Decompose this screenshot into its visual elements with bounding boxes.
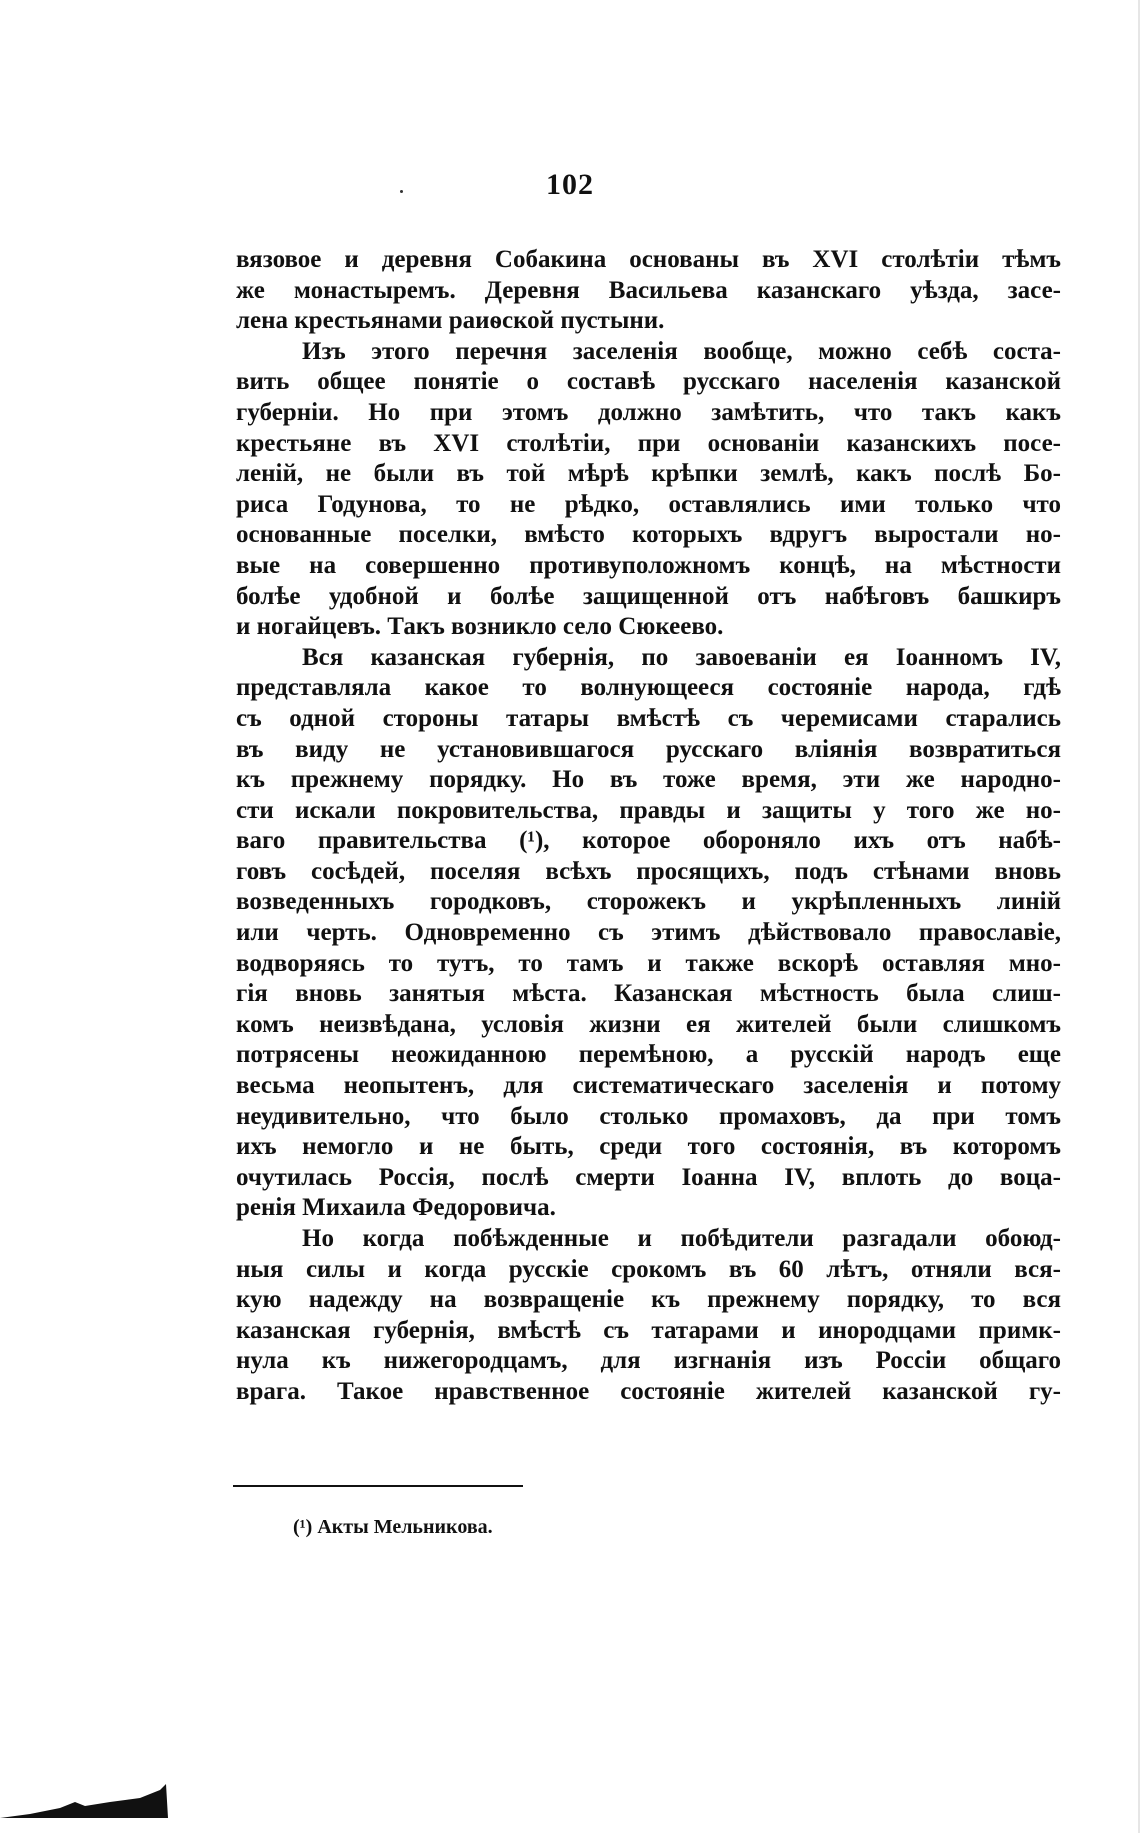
text-line: очутилась Россія, послѣ смерти Іоанна IV, вплоть до воца- bbox=[236, 1163, 1061, 1191]
text-line: крестьяне въ XVI столѣтіи, при основаніи казанскихъ посе- bbox=[236, 429, 1061, 457]
text-line: кую надежду на возвращеніе къ прежнему порядку, то вся bbox=[236, 1286, 1061, 1314]
footnote-divider bbox=[233, 1485, 523, 1487]
text-line: вязовое и деревня Собакина основаны въ XVI столѣтіи тѣмъ bbox=[236, 246, 1061, 273]
text-line: неудивительно, что было столько промаховъ, да при томъ bbox=[236, 1102, 1061, 1130]
text-line: леній, не были въ той мѣрѣ крѣпки землѣ, какъ послѣ Бо- bbox=[236, 460, 1061, 488]
text-line: вые на совершенно противуположномъ концѣ, на мѣстности bbox=[236, 551, 1061, 579]
text-line: вить общее понятіе о составѣ русскаго населенія казанской bbox=[236, 368, 1061, 396]
text-line: ваго правительства (¹), которое обороняло ихъ отъ набѣ- bbox=[236, 827, 1061, 855]
text-line: или черть. Одновременно съ этимъ дѣйствовало православіе, bbox=[236, 919, 1061, 947]
text-line: возведенныхъ городковъ, сторожекъ и укрѣпленныхъ линій bbox=[236, 888, 1061, 916]
text-line: гія вновь занятыя мѣста. Казанская мѣстность была слиш- bbox=[236, 980, 1061, 1008]
text-line: врага. Такое нравственное состояніе жителей казанской гу- bbox=[236, 1377, 1061, 1405]
text-line: въ виду не установившагося русскаго вліянія возвратиться bbox=[236, 735, 1061, 763]
text-line: комъ неизвѣдана, условія жизни ея жителей были слишкомъ bbox=[236, 1010, 1061, 1038]
text-line: говъ сосѣдей, поселяя всѣхъ просящихъ, подъ стѣнами вновь bbox=[236, 857, 1061, 885]
text-line: Вся казанская губернія, по завоеваніи ея Іоанномъ IV, bbox=[302, 643, 1061, 671]
page-edge-scan-artifact bbox=[0, 1780, 170, 1820]
text-line: ренія Михаила Федоровича. bbox=[236, 1194, 556, 1222]
text-line: водворяясь то тутъ, то тамъ и также вскорѣ оставляя мно- bbox=[236, 949, 1061, 977]
text-line: Но когда побѣжденные и побѣдители разгадали обоюд- bbox=[302, 1225, 1061, 1252]
text-line: потрясены неожиданною перемѣною, а русскій народъ еще bbox=[236, 1041, 1061, 1069]
body-text bbox=[236, 245, 1061, 1408]
text-line: лена крестьянами раиѳской пустыни. bbox=[236, 307, 665, 335]
text-line: весьма неопытенъ, для систематическаго заселенія и потому bbox=[236, 1072, 1061, 1100]
text-line: губерніи. Но при этомъ должно замѣтить, что такъ какъ bbox=[236, 398, 1061, 426]
text-line: къ прежнему порядку. Но въ тоже время, эти же народно- bbox=[236, 766, 1061, 794]
text-line: и ногайцевъ. Такъ возникло село Сюкеево. bbox=[236, 613, 724, 641]
text-line: же монастыремъ. Деревня Васильева казанскаго уѣзда, засе- bbox=[236, 276, 1061, 304]
text-line: представляла какое то волнующееся состояніе народа, гдѣ bbox=[236, 674, 1061, 702]
footnote: (¹) Акты Мельникова. bbox=[293, 1516, 493, 1538]
text-line: ныя силы и когда русскіе срокомъ въ 60 лѣтъ, отняли вся- bbox=[236, 1255, 1061, 1283]
text-line: казанская губернія, вмѣстѣ съ татарами и инородцами примк- bbox=[236, 1316, 1061, 1344]
text-line: ихъ немогло и не быть, среди того состоянія, въ которомъ bbox=[236, 1133, 1061, 1161]
text-line: основанные поселки, вмѣсто которыхъ вдругъ выростали но- bbox=[236, 521, 1061, 549]
text-line: риса Годунова, то не рѣдко, оставлялись ими только что bbox=[236, 490, 1061, 518]
text-line: съ одной стороны татары вмѣстѣ съ черемисами старались bbox=[236, 704, 1061, 732]
text-line: болѣе удобной и болѣе защищенной отъ набѣговъ башкиръ bbox=[236, 582, 1061, 610]
text-line: сти искали покровительства, правды и защиты у того же но- bbox=[236, 796, 1061, 824]
text-line: нула къ нижегородцамъ, для изгнанія изъ Россіи общаго bbox=[236, 1347, 1061, 1375]
page-number: 102 bbox=[546, 168, 594, 201]
text-line: Изъ этого перечня заселенія вообще, можно себѣ соста- bbox=[302, 337, 1061, 365]
